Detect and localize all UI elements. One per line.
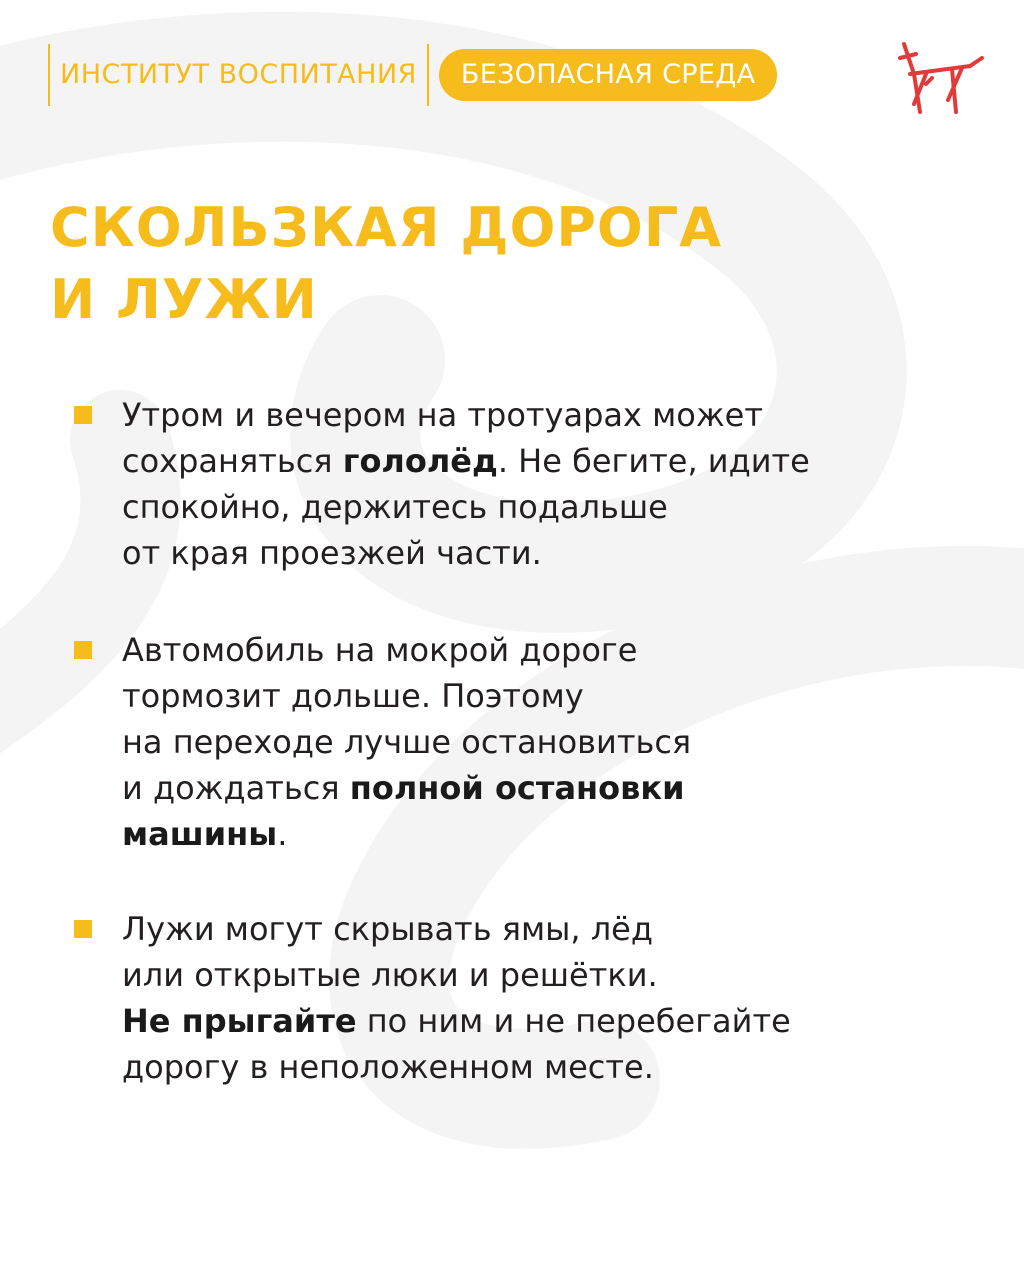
list-item-text: Лужи могут скрывать ямы, лёд или открытые люки и решётки. Не прыгайте по ним и не перебегайте дорогу в неположенном месте. xyxy=(122,910,791,1086)
list-item-text: Утром и вечером на тротуарах может сохраняться гололёд. Не бегите, идите спокойно, держитесь подальше от края проезжей части. xyxy=(122,396,810,572)
title-line-2: И ЛУЖИ xyxy=(50,268,318,331)
bullet-square-icon xyxy=(74,641,92,659)
emphasis-text: гололёд xyxy=(342,442,498,480)
safe-environment-badge: БЕЗОПАСНАЯ СРЕДА xyxy=(439,49,777,101)
header-divider-right xyxy=(427,44,429,106)
title-line-1: СКОЛЬЗКАЯ ДОРОГА xyxy=(50,196,723,259)
emphasis-text: машины xyxy=(122,815,278,853)
emphasis-text: полной остановки xyxy=(349,769,685,807)
bullet-square-icon xyxy=(74,920,92,938)
institute-label: ИНСТИТУТ ВОСПИТАНИЯ xyxy=(60,59,417,90)
emphasis-text: Не прыгайте xyxy=(122,1002,357,1040)
list-item-text: Автомобиль на мокрой дороге тормозит дольше. Поэтому на переходе лучше остановиться и дождаться полной остановки машины. xyxy=(122,631,692,853)
header xyxy=(48,44,777,106)
chair-icon xyxy=(896,38,986,118)
bullet-square-icon xyxy=(74,406,92,424)
page-title xyxy=(50,192,722,336)
